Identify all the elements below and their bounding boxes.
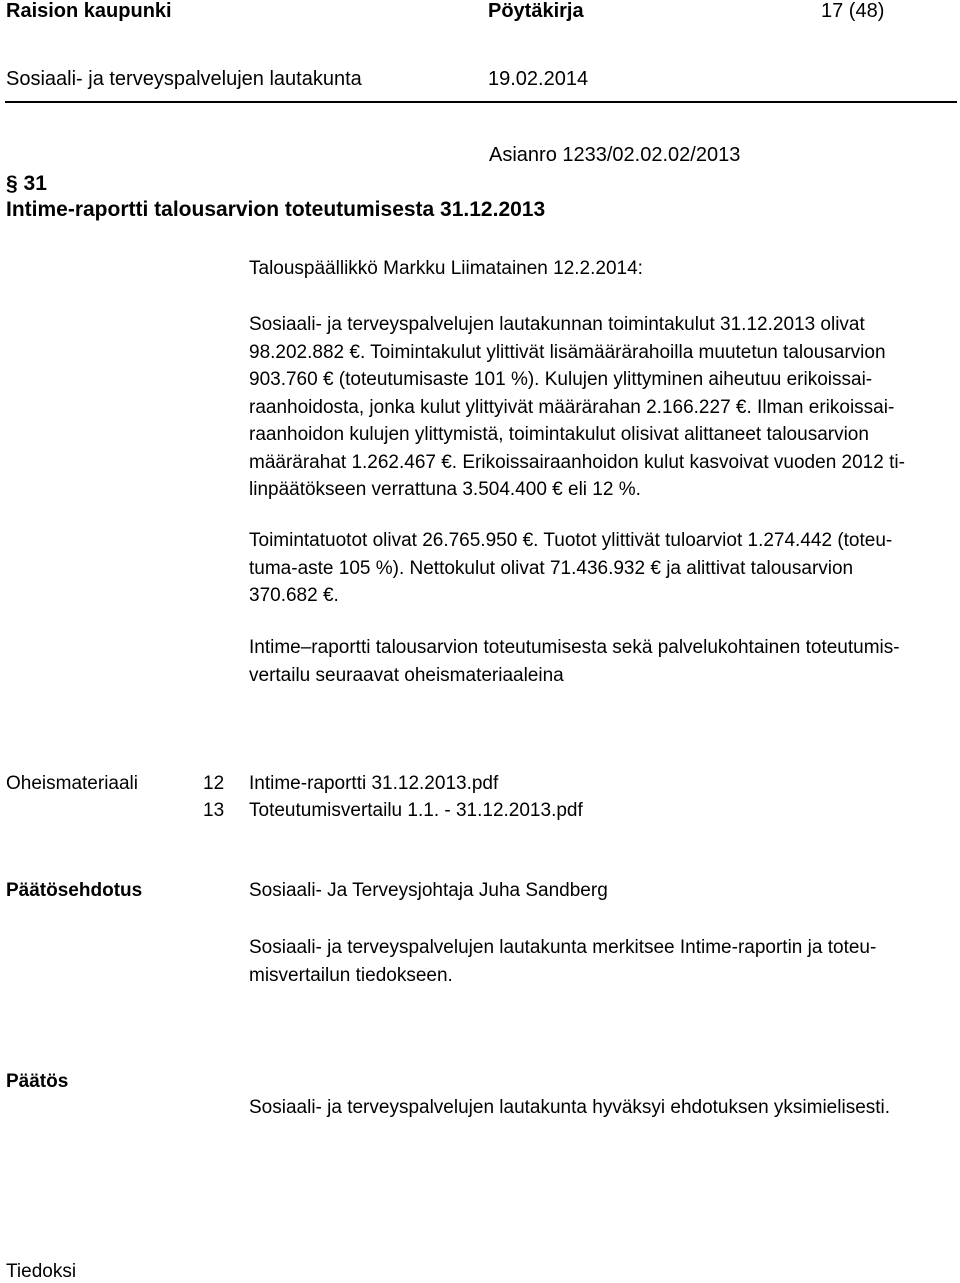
decision-text: Sosiaali- ja terveyspalvelujen lautakunta hyväksyi ehdotuksen yksimielisesti. xyxy=(249,1097,891,1118)
proposer-name: Sosiaali- Ja Terveysjohtaja Juha Sandberg xyxy=(249,880,608,901)
text-line: linpäätökseen verrattuna 3.504.400 € eli 12 %. xyxy=(249,479,641,500)
attachments-label: Oheismateriaali xyxy=(6,773,138,794)
page-number: 17 (48) xyxy=(821,0,885,22)
attachment-link[interactable]: Intime-raportti 31.12.2013.pdf xyxy=(249,773,499,794)
attachment-link[interactable]: Toteutumisvertailu 1.1. - 31.12.2013.pdf xyxy=(249,800,583,821)
paragraph-expenses xyxy=(249,311,949,504)
text-line: 903.760 € (toteutumisaste 101 %). Kulujen ylittyminen aiheutuu erikoissai- xyxy=(249,369,873,390)
header-divider xyxy=(5,101,957,103)
text-line: raanhoidon kulujen ylittymistä, toimintakulut olisivat alittaneet talousarvion xyxy=(249,424,869,445)
attachment-number: 13 xyxy=(203,800,225,821)
for-information-label: Tiedoksi xyxy=(6,1261,77,1282)
text-line: raanhoidosta, jonka kulut ylittyivät määrärahan 2.166.227 €. Ilman erikoissai- xyxy=(249,396,895,418)
attachment-number: 12 xyxy=(203,773,225,794)
item-title: Intime-raportti talousarvion toteutumisesta 31.12.2013 xyxy=(6,198,546,221)
case-number: Asianro 1233/02.02.02/2013 xyxy=(489,144,741,166)
proposal-text xyxy=(249,934,949,989)
text-line: 98.202.882 €. Toimintakulut ylittivät lisämäärärahoilla muutetun talousarvion xyxy=(249,341,886,363)
decision-label: Päätös xyxy=(6,1071,69,1092)
section-number: § 31 xyxy=(6,172,47,195)
text-line: määrärahat 1.262.467 €. Erikoissairaanhoidon kulut kasvoivat vuoden 2012 ti- xyxy=(249,451,905,473)
text-line: 370.682 €. xyxy=(249,585,339,606)
preparer-line: Talouspäällikkö Markku Liimatainen 12.2.2014: xyxy=(249,258,643,279)
text-line: tuma-aste 105 %). Nettokulut olivat 71.436.932 € ja alittivat talousarvion xyxy=(249,557,854,579)
proposal-label: Päätösehdotus xyxy=(6,880,143,901)
meeting-date: 19.02.2014 xyxy=(488,68,589,90)
text-line: Intime–raportti talousarvion toteutumisesta sekä palvelukohtainen toteutumis- xyxy=(249,637,900,658)
document-type: Pöytäkirja xyxy=(488,0,584,22)
text-line: misvertailun tiedokseen. xyxy=(249,964,453,986)
text-line: Sosiaali- ja terveyspalvelujen lautakunta merkitsee Intime-raportin ja toteu- xyxy=(249,937,877,958)
text-line: vertailu seuraavat oheismateriaaleina xyxy=(249,664,564,686)
paragraph-attachments-note xyxy=(249,634,949,689)
city-name: Raision kaupunki xyxy=(6,0,172,22)
committee-name: Sosiaali- ja terveyspalvelujen lautakunta xyxy=(6,68,362,90)
text-line: Toimintatuotot olivat 26.765.950 €. Tuotot ylittivät tuloarviot 1.274.442 (toteu- xyxy=(249,530,893,551)
paragraph-revenues xyxy=(249,527,949,610)
text-line: Sosiaali- ja terveyspalvelujen lautakunnan toimintakulut 31.12.2013 olivat xyxy=(249,314,865,335)
